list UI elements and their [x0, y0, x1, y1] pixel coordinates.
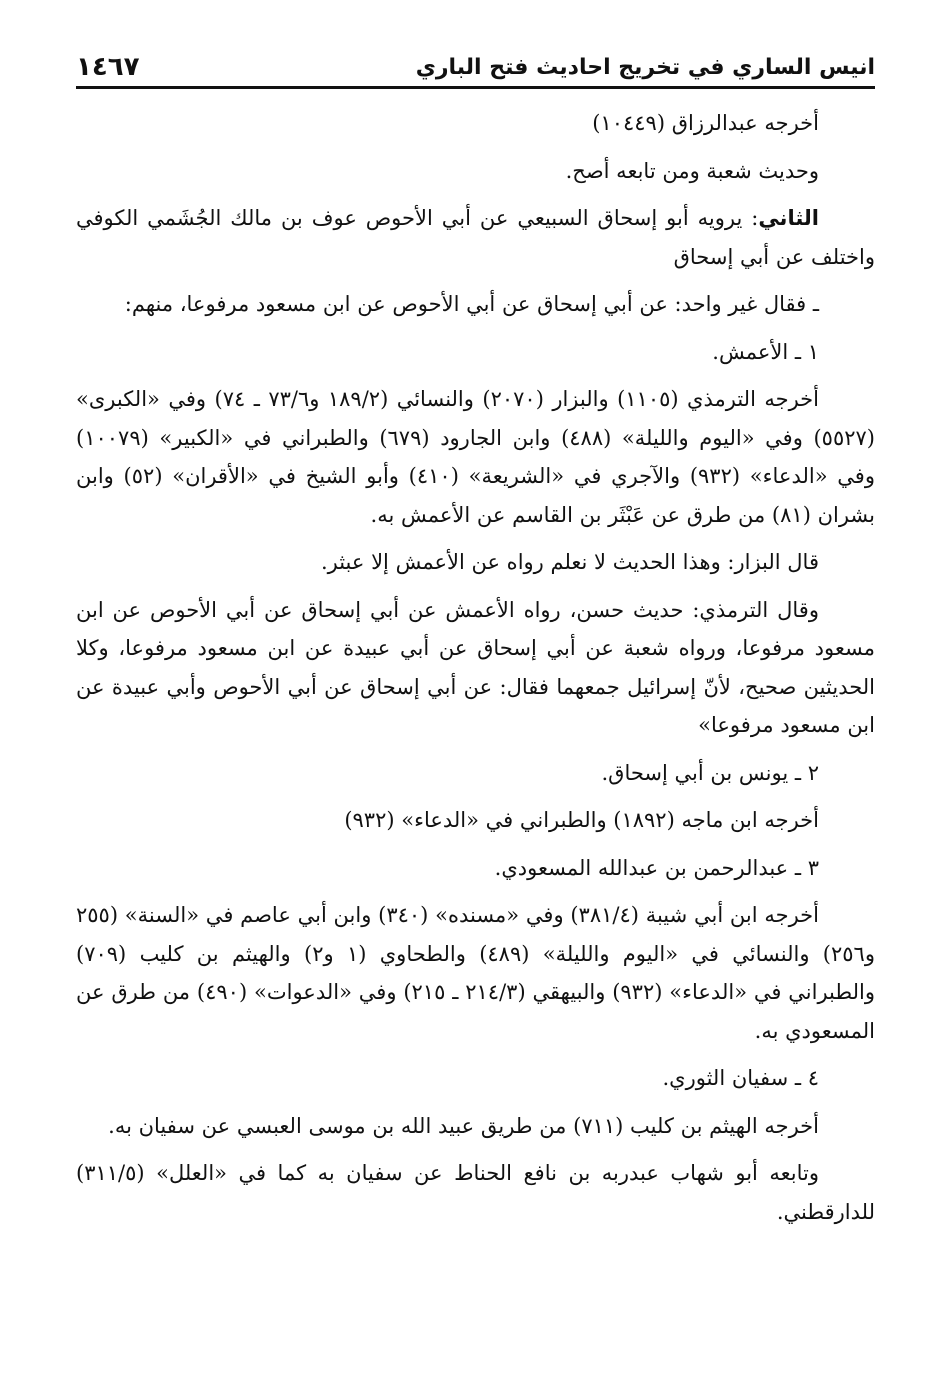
paragraph: أخرجه الترمذي (١١٠٥) والبزار (٢٠٧٠) والنسائي (١٨٩/٢ و٧٣/٦ ـ ٧٤) وفي «الكبرى» (٥٥٢٧) وفي «اليوم والليلة» (٤٨٨) وابن الجارود (٦٧٩) والطبراني في «الكبير» (١٠٠٧٩) وفي «الدعاء» (٩٣٢) والآجري في «الشريعة» (٤١٠) وأبو الشيخ في «الأقران» (٥٢) وابن بشران (٨١) من طرق عن عَبْثَر بن القاسم عن الأعمش به. — [76, 387, 875, 527]
list-item-heading: ٣ ـ عبدالرحمن بن عبدالله المسعودي. — [494, 855, 819, 880]
paragraph-text: : يرويه أبو إسحاق السبيعي عن أبي الأحوص عوف بن مالك الجُشَمي الكوفي واختلف عن أبي إسحاق — [76, 206, 875, 269]
main-text — [76, 104, 875, 1240]
paragraph: أخرجه ابن أبي شيبة (٣٨١/٤) وفي «مسنده» (٣٤٠) وابن أبي عاصم في «السنة» (٢٥٥ و٢٥٦) والنسائي في «اليوم والليلة» (٤٨٩) والطحاوي (١ و٢) والهيثم بن كليب (٧٠٩) والطبراني في «الدعاء» (٩٣٢) والبيهقي (٢١٤/٣ ـ ٢١٥) وفي «الدعوات» (٤٩٠) من طرق عن المسعودي به. — [76, 903, 875, 1043]
book-title: انيس الساري في تخريج احاديث فتح الباري — [415, 55, 875, 80]
paragraph: ـ فقال غير واحد: عن أبي إسحاق عن أبي الأحوص عن ابن مسعود مرفوعا، منهم: — [124, 292, 819, 316]
list-item-heading: ٢ ـ يونس بن أبي إسحاق. — [601, 760, 819, 785]
list-item-heading: ١ ـ الأعمش. — [712, 339, 819, 364]
header-rule — [76, 86, 875, 89]
paragraph: أخرجه عبدالرزاق (١٠٤٤٩) — [592, 111, 819, 135]
running-header — [76, 38, 875, 86]
paragraph: أخرجه ابن ماجه (١٨٩٢) والطبراني في «الدعاء» (٩٣٢) — [344, 808, 819, 832]
list-item-heading: ٤ ـ سفيان الثوري. — [662, 1066, 819, 1090]
paragraph: قال البزار: وهذا الحديث لا نعلم رواه عن الأعمش إلا عبثر. — [320, 550, 819, 574]
paragraph: وتابعه أبو شهاب عبدربه بن نافع الحناط عن سفيان به كما في «العلل» (٣١١/٥) للدارقطني. — [76, 1161, 875, 1224]
paragraph: وحديث شعبة ومن تابعه أصح. — [565, 158, 819, 183]
page-number: ١٤٦٧ — [76, 52, 140, 82]
section-label: الثاني — [758, 206, 819, 230]
paragraph: وقال الترمذي: حديث حسن، رواه الأعمش عن أبي إسحاق عن أبي الأحوص عن ابن مسعود مرفوعا، ورواه شعبة عن أبي إسحاق عن أبي عبيدة عن ابن مسعود مرفوعا، وكلا الحديثين صحيح، لأنّ إسرائيل جمعهما فقال: عن أبي إسحاق عن أبي الأحوص وأبي عبيدة عن ابن مسعود مرفوعا» — [76, 597, 875, 737]
paragraph — [76, 199, 875, 276]
paragraph: أخرجه الهيثم بن كليب (٧١١) من طريق عبيد الله بن موسى العبسي عن سفيان به. — [108, 1113, 819, 1138]
